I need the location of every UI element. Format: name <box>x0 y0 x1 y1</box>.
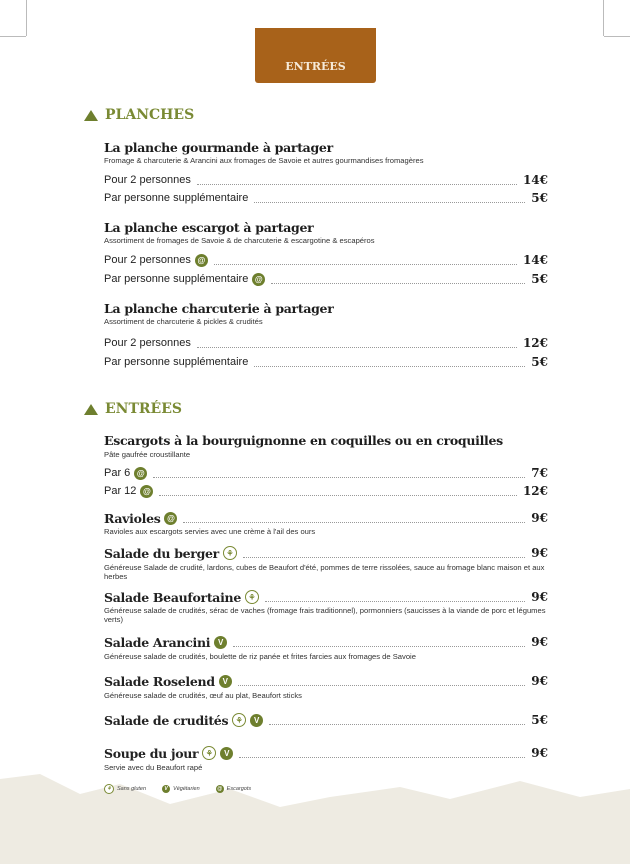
leaf-icon: V <box>162 785 170 793</box>
leader-dots <box>197 338 517 348</box>
leader-dots <box>233 637 525 647</box>
crop-mark <box>604 36 630 37</box>
dish-description: Fromage & charcuterie & Arancini aux fromages de Savoie et autres gourmandises fromagères <box>104 156 424 165</box>
leader-dots <box>269 715 525 725</box>
leader-dots <box>238 676 526 686</box>
legend: ⚘ Sans gluten V Végétarien @ Escargots <box>104 784 251 794</box>
snail-icon: @ <box>195 254 208 267</box>
section-heading-entrees: ENTRÉES <box>84 401 182 417</box>
mountain-icon <box>84 404 98 415</box>
section-heading-planches: PLANCHES <box>84 107 194 123</box>
dish-title: Ravioles <box>104 510 161 526</box>
price-row: Par personne supplémentaire 5€ <box>104 191 548 205</box>
dish-title: Soupe du jour <box>104 745 199 761</box>
crop-mark <box>603 0 604 36</box>
leader-dots <box>271 274 525 284</box>
snail-icon: @ <box>217 786 223 792</box>
dish-row: Ravioles @ 9€ <box>104 510 548 526</box>
dish-row: Salade Arancini V 9€ <box>104 634 548 650</box>
dish-row: Soupe du jour ⚘ V 9€ <box>104 745 548 761</box>
leader-dots <box>243 548 525 558</box>
dish-title: Salade de crudités <box>104 712 229 728</box>
leader-dots <box>239 748 525 758</box>
price-row: Pour 2 personnes 14€ <box>104 173 548 187</box>
leaf-icon: V <box>220 747 233 760</box>
crop-mark <box>0 36 26 37</box>
leaf-icon: V <box>219 675 232 688</box>
dish-description: Assortiment de fromages de Savoie & de charcuterie & escargotine & escapéros <box>104 236 375 245</box>
mountain-background <box>0 769 630 864</box>
dish-title: Escargots à la bourguignonne en coquilles ou en croquilles <box>104 433 503 448</box>
snail-icon: @ <box>140 485 153 498</box>
dish-description: Généreuse salade de crudités, sérac de vaches (fromage frais traditionnel), pormonniers (saucisses à la viande de porc et légumes verts) <box>104 606 546 624</box>
wheat-icon: ⚘ <box>202 746 216 760</box>
dish-description: Ravioles aux escargots servies avec une crème à l'ail des ours <box>104 527 316 536</box>
dish-title: Salade Arancini <box>104 634 211 650</box>
price-row: Par 12 @ 12€ <box>104 484 548 498</box>
price-row: Par personne supplémentaire @ 5€ <box>104 272 548 286</box>
dish-description: Servie avec du Beaufort rapé <box>104 763 203 772</box>
dish-description: Généreuse salade de crudités, œuf au plat, Beaufort sticks <box>104 691 302 700</box>
snail-icon: @ <box>164 512 177 525</box>
dish-row: Salade Beaufortaine ⚘ 9€ <box>104 589 548 605</box>
leader-dots <box>183 513 525 523</box>
dish-row: Salade Roselend V 9€ <box>104 673 548 689</box>
dish-description: Assortiment de charcuterie & pickles & crudités <box>104 317 263 326</box>
wheat-icon: ⚘ <box>232 713 246 727</box>
leaf-icon: V <box>214 636 227 649</box>
dish-title: Salade Beaufortaine <box>104 589 241 605</box>
dish-title: La planche escargot à partager <box>104 220 314 235</box>
leader-dots <box>254 193 525 203</box>
leader-dots <box>159 486 517 496</box>
dish-title: Salade Roselend <box>104 673 215 689</box>
leader-dots <box>265 592 525 602</box>
price-row: Pour 2 personnes 12€ <box>104 336 548 350</box>
leaf-icon: V <box>250 714 263 727</box>
wheat-icon: ⚘ <box>223 546 237 560</box>
snail-icon: @ <box>134 467 147 480</box>
category-tab: ENTRÉES <box>255 28 376 83</box>
wheat-icon: ⚘ <box>104 784 114 794</box>
dish-title: La planche charcuterie à partager <box>104 301 334 316</box>
dish-row: Salade du berger ⚘ 9€ <box>104 545 548 561</box>
dish-description: Généreuse Salade de crudité, lardons, cubes de Beaufort d'été, pommes de terre rissolées, sauce au fromage blanc maison et aux herbes <box>104 563 545 581</box>
mountain-icon <box>84 110 98 121</box>
snail-icon: @ <box>252 273 265 286</box>
leader-dots <box>153 468 525 478</box>
leader-dots <box>214 255 517 265</box>
wheat-icon: ⚘ <box>245 590 259 604</box>
crop-mark <box>26 0 27 36</box>
price-row: Pour 2 personnes @ 14€ <box>104 253 548 267</box>
dish-description: Généreuse salade de crudités, boulette de riz panée et frites farcies aux fromages de Savoie <box>104 652 416 661</box>
leader-dots <box>197 175 517 185</box>
dish-title: Salade du berger <box>104 545 219 561</box>
dish-title: La planche gourmande à partager <box>104 140 333 155</box>
leader-dots <box>254 357 525 367</box>
dish-description: Pâte gaufrée croustillante <box>104 450 191 459</box>
dish-row: Salade de crudités ⚘ V 5€ <box>104 712 548 728</box>
price-row: Par 6 @ 7€ <box>104 466 548 480</box>
price-row: Par personne supplémentaire 5€ <box>104 355 548 369</box>
